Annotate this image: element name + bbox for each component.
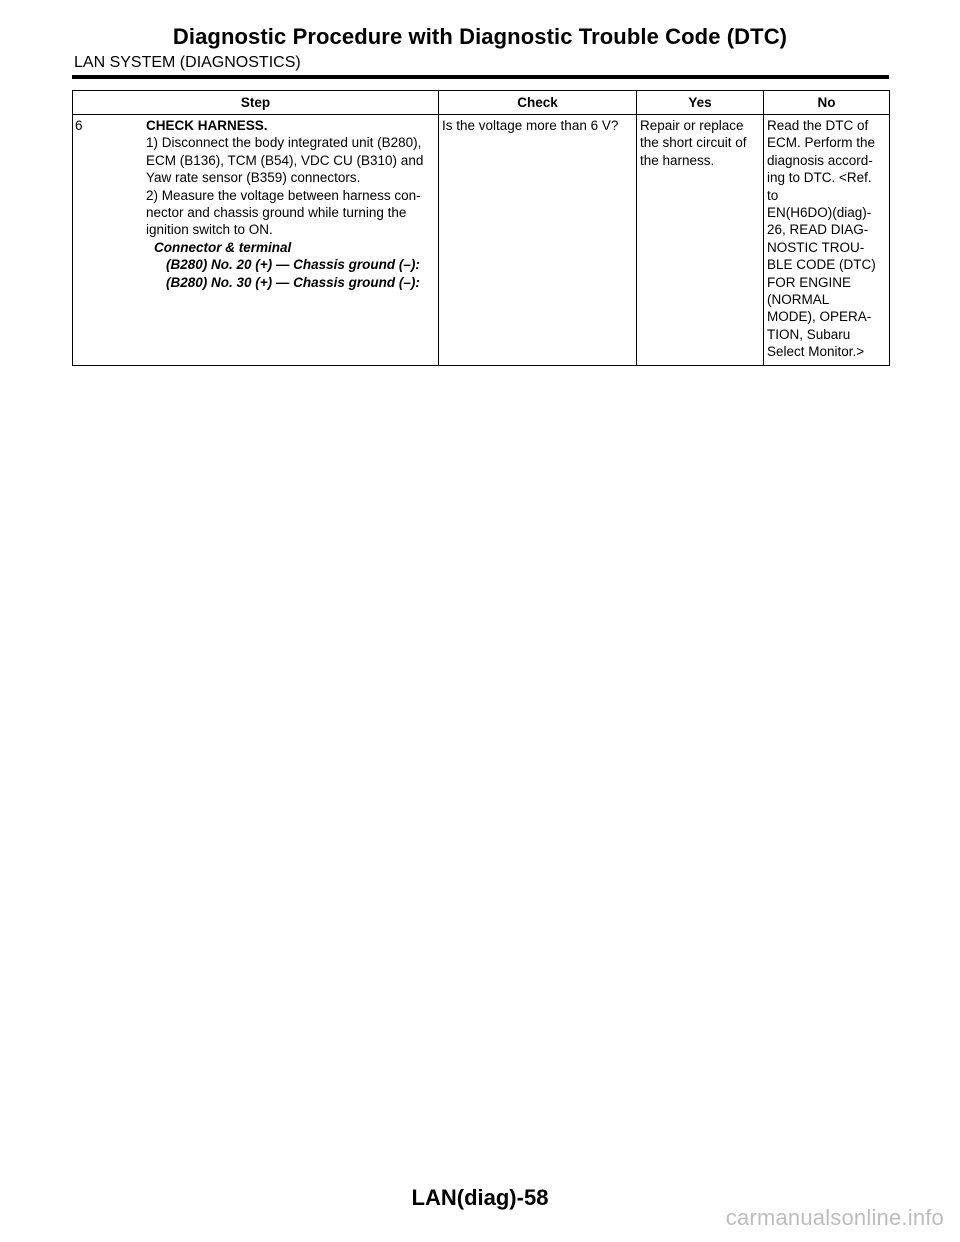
step-line: ignition switch to ON. (146, 222, 273, 238)
no-line: TION, Subaru (767, 326, 851, 342)
no-cell (764, 115, 890, 366)
diagnostic-procedure-table (72, 90, 890, 366)
step-line: Yaw rate sensor (B359) connectors. (146, 170, 361, 186)
column-header-no: No (764, 91, 890, 115)
column-header-yes: Yes (637, 91, 764, 115)
no-line: FOR ENGINE (767, 274, 852, 290)
no-line: Read the DTC of (767, 118, 869, 133)
no-line: ing to DTC. <Ref. (767, 170, 872, 186)
step-line: nector and chassis ground while turning the (146, 205, 407, 221)
step-cell (73, 115, 439, 366)
yes-line: Repair or replace (640, 118, 744, 133)
column-header-step: Step (73, 91, 439, 115)
no-line: Select Monitor.> (767, 344, 865, 360)
table-header-row (73, 91, 890, 115)
watermark: carmanualsonline.info (725, 1205, 944, 1230)
yes-line: the harness. (640, 152, 715, 168)
no-line: ECM. Perform the (767, 135, 876, 151)
no-line: EN(H6DO)(diag)- (767, 205, 872, 221)
yes-cell (637, 115, 764, 366)
column-header-check: Check (439, 91, 637, 115)
no-line: BLE CODE (DTC) (767, 257, 876, 273)
step-heading: CHECK HARNESS. (146, 118, 268, 133)
check-cell: Is the voltage more than 6 V? (439, 115, 637, 366)
connector-terminal-label: Connector & terminal (154, 239, 292, 255)
no-line: 26, READ DIAG- (767, 222, 869, 238)
step-number: 6 (75, 118, 83, 133)
yes-line: the short circuit of (640, 135, 747, 151)
no-line: NOSTIC TROU- (767, 239, 865, 255)
section-title: LAN SYSTEM (DIAGNOSTICS) (74, 54, 301, 71)
no-line: MODE), OPERA- (767, 309, 872, 325)
no-line: to (767, 187, 779, 203)
no-line: (NORMAL (767, 292, 830, 308)
table-row (73, 115, 890, 366)
header-divider (72, 75, 889, 79)
no-line: diagnosis accord- (767, 152, 873, 168)
step-line: ECM (B136), TCM (B54), VDC CU (B310) and (146, 152, 424, 168)
step-line: 1) Disconnect the body integrated unit (B280), (146, 135, 422, 151)
page-title: Diagnostic Procedure with Diagnostic Trouble Code (DTC) (172, 24, 788, 49)
connector-terminal-line: (B280) No. 30 (+) — Chassis ground (–): (166, 274, 420, 290)
connector-terminal-line: (B280) No. 20 (+) — Chassis ground (–): (166, 257, 420, 273)
page-number: LAN(diag)-58 (411, 1185, 549, 1210)
step-line: 2) Measure the voltage between harness con- (146, 187, 421, 203)
